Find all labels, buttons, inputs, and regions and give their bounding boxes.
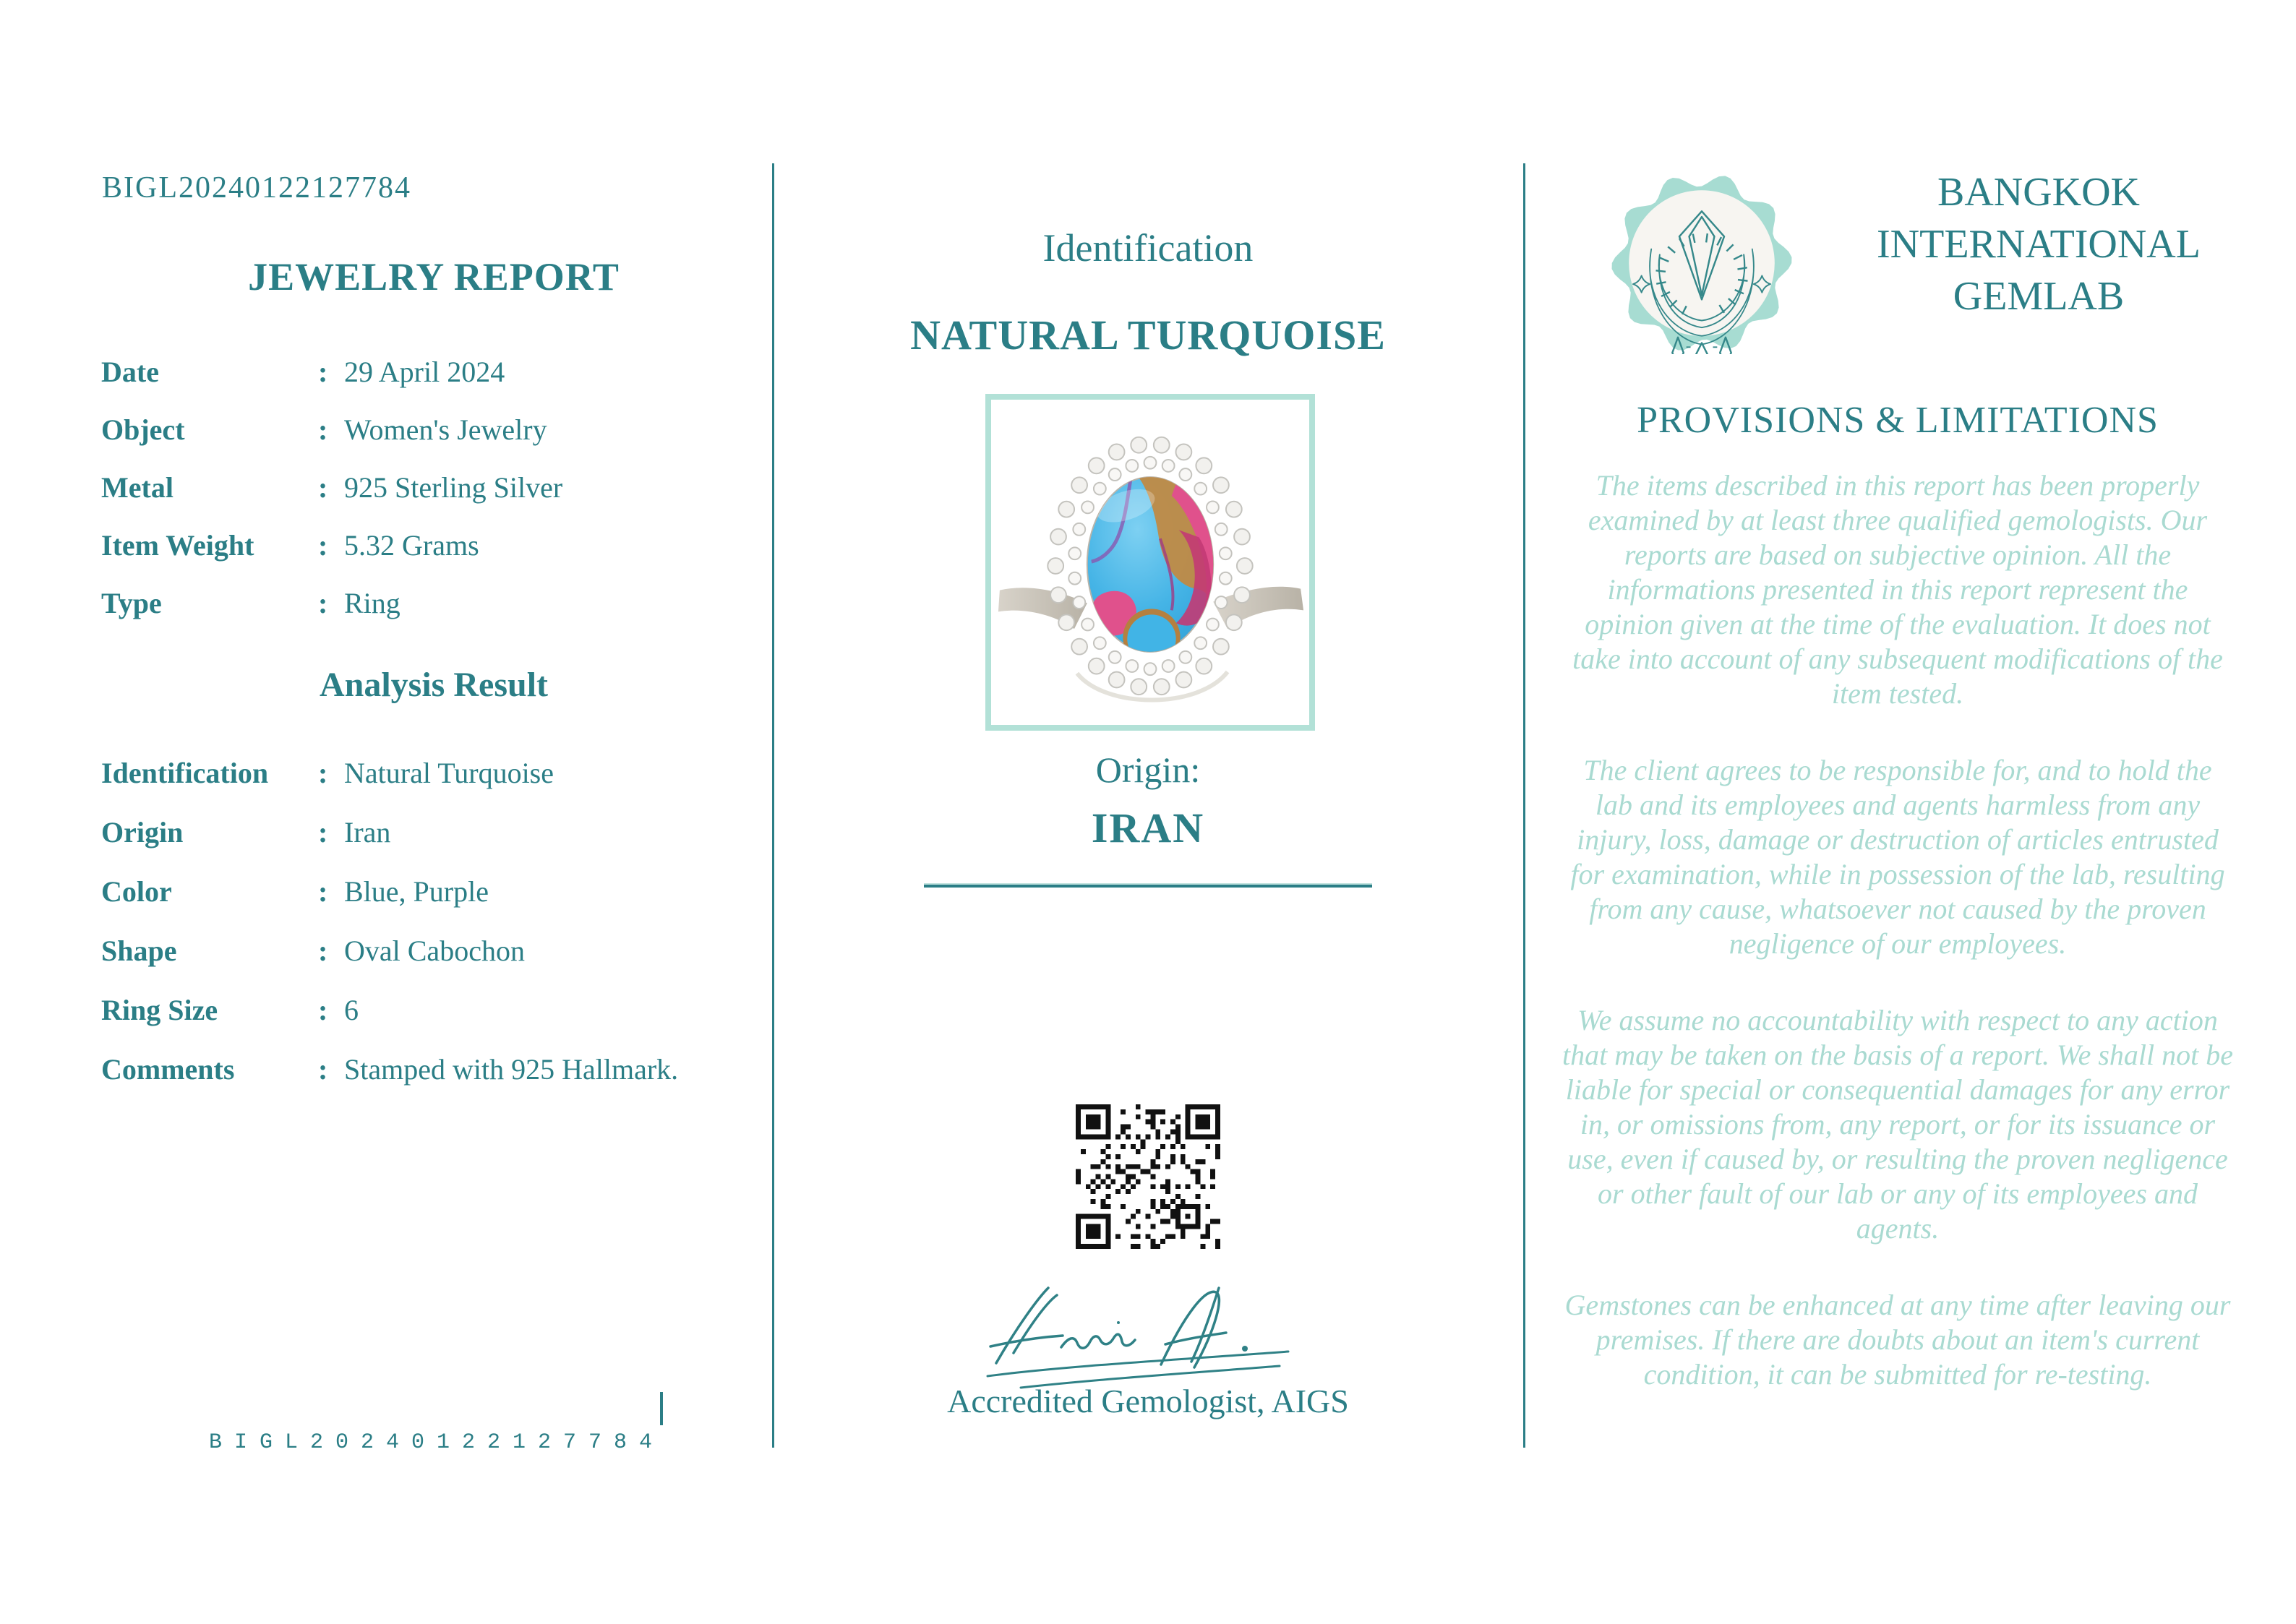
spec-value: Iran xyxy=(344,815,391,848)
qr-code-icon xyxy=(1076,1104,1220,1249)
spec-row xyxy=(101,743,752,802)
accredited-gemologist-line: Accredited Gemologist, AIGS xyxy=(947,1383,1349,1419)
spec-row xyxy=(101,343,752,400)
page-title: JEWELRY REPORT xyxy=(248,255,620,298)
barcode-text: BIGL20240122127784 xyxy=(209,1430,665,1455)
analysis-result-title: Analysis Result xyxy=(319,666,549,704)
spec-separator: : xyxy=(318,355,328,388)
spec-value: 29 April 2024 xyxy=(344,355,505,388)
spec-value: Ring xyxy=(344,586,400,619)
spec-label: Date xyxy=(101,355,159,388)
spec-separator: : xyxy=(318,528,328,562)
signature-icon xyxy=(969,1278,1316,1393)
barcode-icon xyxy=(209,1392,663,1425)
gemlab-logo xyxy=(1611,172,1793,354)
provision-paragraph: Gemstones can be enhanced at any time after leaving our premises. If there are doubts about an item's current condition, it can be submitted for re-testing. xyxy=(1564,1289,2231,1391)
spec-value: 6 xyxy=(344,993,359,1026)
org-name-line: BANGKOK xyxy=(1937,170,2140,215)
gemologist-signature xyxy=(969,1278,1316,1393)
spec-row xyxy=(101,921,752,980)
ring-photo-frame xyxy=(985,394,1315,731)
spec-separator: : xyxy=(318,934,328,967)
spec-value: Blue, Purple xyxy=(344,875,489,908)
spec-value: 925 Sterling Silver xyxy=(344,471,563,504)
spec-separator: : xyxy=(318,413,328,446)
details-table xyxy=(101,343,752,632)
spec-value: Natural Turquoise xyxy=(344,756,554,789)
spec-row xyxy=(101,1039,752,1099)
spec-separator: : xyxy=(318,756,328,789)
barcode xyxy=(209,1392,664,1455)
spec-row xyxy=(101,980,752,1039)
origin-label: Origin: xyxy=(1095,749,1201,790)
spec-row xyxy=(101,458,752,516)
report-number: BIGL20240122127784 xyxy=(102,171,411,205)
spec-value: 5.32 Grams xyxy=(344,528,479,562)
origin-value: IRAN xyxy=(1091,804,1205,851)
spec-label: Identification xyxy=(101,756,269,789)
gemlab-logo-icon xyxy=(1611,172,1793,354)
spec-separator: : xyxy=(318,471,328,504)
provision-paragraph: The client agrees to be responsible for, and to hold the lab and its employees and agents harmless from any injury, loss, damage or destruction of articles entrusted for examination, while in possession of the lab, resulting from any cause, whatsoever not caused by the proven negligence of our employees. xyxy=(1570,754,2225,960)
ring-photo xyxy=(991,400,1309,725)
spec-separator: : xyxy=(318,586,328,619)
spec-value: Women's Jewelry xyxy=(344,413,547,446)
spec-label: Object xyxy=(101,413,185,446)
spec-label: Color xyxy=(101,875,172,908)
spec-label: Type xyxy=(101,586,162,619)
provisions-title: PROVISIONS & LIMITATIONS xyxy=(1637,400,2159,441)
spec-separator: : xyxy=(318,815,328,848)
spec-row xyxy=(101,516,752,574)
spec-row xyxy=(101,574,752,632)
spec-label: Metal xyxy=(101,471,174,504)
spec-label: Shape xyxy=(101,934,177,967)
origin-divider-line xyxy=(924,883,1372,888)
spec-row xyxy=(101,400,752,458)
identification-heading: Identification xyxy=(1042,226,1254,270)
qr-code xyxy=(1076,1104,1220,1249)
spec-row xyxy=(101,802,752,862)
spec-label: Item Weight xyxy=(101,528,254,562)
provision-paragraph: The items described in this report has been properly examined by at least three qualified gemologists. Our reports are based on subjective opinion. All the informations presented in this report represent the opinion given at the time of the evaluation. It does not take into account of any subsequent modifications of the item tested. xyxy=(1572,469,2223,710)
spec-value: Oval Cabochon xyxy=(344,934,525,967)
org-name-line: GEMLAB xyxy=(1953,274,2125,319)
spec-separator: : xyxy=(318,1052,328,1086)
org-name xyxy=(1822,166,2256,322)
spec-row xyxy=(101,862,752,921)
spec-label: Comments xyxy=(101,1052,235,1086)
gem-name-heading: NATURAL TURQUOISE xyxy=(910,312,1386,358)
spec-separator: : xyxy=(318,875,328,908)
spec-value: Stamped with 925 Hallmark. xyxy=(344,1052,679,1086)
analysis-table xyxy=(101,743,752,1099)
spec-label: Ring Size xyxy=(101,993,218,1026)
spec-separator: : xyxy=(318,993,328,1026)
ring-band-bottom xyxy=(1077,672,1228,700)
org-name-line: INTERNATIONAL xyxy=(1877,222,2201,267)
spec-label: Origin xyxy=(101,815,184,848)
provision-paragraph: We assume no accountability with respect to any action that may be taken on the basis of a report. We shall not be liable for special or consequential damages for any error in, or omissions from, any report, or for its issuance or use, even if caused by, or resulting the proven negligence or other fault of our lab or any of its employees and agents. xyxy=(1562,1004,2234,1245)
provisions-text xyxy=(1562,468,2234,1434)
